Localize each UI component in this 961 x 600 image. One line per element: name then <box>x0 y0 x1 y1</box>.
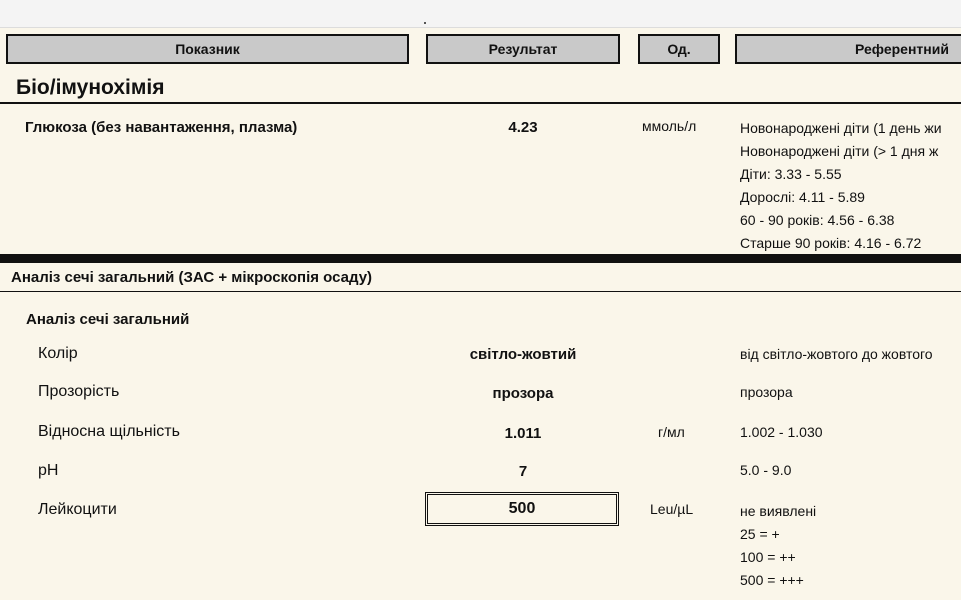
reference-line: Новонароджені діти (> 1 дня ж <box>740 143 939 159</box>
section-divider <box>0 102 961 104</box>
test-unit-glucose: ммоль/л <box>642 118 697 134</box>
reference-line: 500 = +++ <box>740 572 804 588</box>
test-name-leukocytes: Лейкоцити <box>38 501 117 518</box>
column-header-result: Результат <box>426 34 620 64</box>
test-unit-leukocytes: Leu/µL <box>650 501 694 517</box>
test-value-ph: 7 <box>518 463 528 480</box>
reference-line: 60 - 90 років: 4.56 - 6.38 <box>740 212 895 228</box>
test-value-glucose: 4.23 <box>508 119 538 136</box>
section-title-bio: Біо/імунохімія <box>16 76 165 99</box>
test-name-glucose: Глюкоза (без навантаження, плазма) <box>25 119 298 136</box>
reference-line: Новонароджені діти (1 день жи <box>740 120 942 136</box>
reference-line: не виявлені <box>740 503 817 519</box>
section-divider <box>0 291 961 292</box>
column-header-unit: Од. <box>638 34 720 64</box>
reference-line: 100 = ++ <box>740 549 796 565</box>
column-header-reference: Референтний <box>735 34 961 64</box>
test-reference-density: 1.002 - 1.030 <box>740 424 823 440</box>
reference-line: Старше 90 років: 4.16 - 6.72 <box>740 235 922 251</box>
test-unit-density: г/мл <box>658 424 685 440</box>
test-name-density: Відносна щільність <box>38 423 180 440</box>
reference-line: 25 = + <box>740 526 780 542</box>
reference-line: Діти: 3.33 - 5.55 <box>740 166 842 182</box>
column-header-indicator: Показник <box>6 34 409 64</box>
test-name-clarity: Прозорість <box>38 383 120 400</box>
test-reference-clarity: прозора <box>740 384 793 400</box>
test-value-clarity: прозора <box>492 385 554 402</box>
test-name-color: Колір <box>38 345 78 362</box>
test-value-color: світло-жовтий <box>469 346 577 363</box>
browser-top-bar <box>0 0 961 28</box>
test-reference-ph: 5.0 - 9.0 <box>740 462 792 478</box>
subsection-title-urine: Аналіз сечі загальний <box>26 311 190 328</box>
section-title-urine: Аналіз сечі загальний (ЗАС + мікроскопія осаду) <box>11 269 373 286</box>
test-value-leukocytes-highlighted: 500 <box>425 492 619 526</box>
test-value-density: 1.011 <box>504 425 542 442</box>
section-divider-thick <box>0 254 961 263</box>
test-reference-color: від світло-жовтого до жовтого <box>740 346 933 362</box>
test-name-ph: pH <box>38 462 59 479</box>
reference-line: Дорослі: 4.11 - 5.89 <box>740 189 865 205</box>
